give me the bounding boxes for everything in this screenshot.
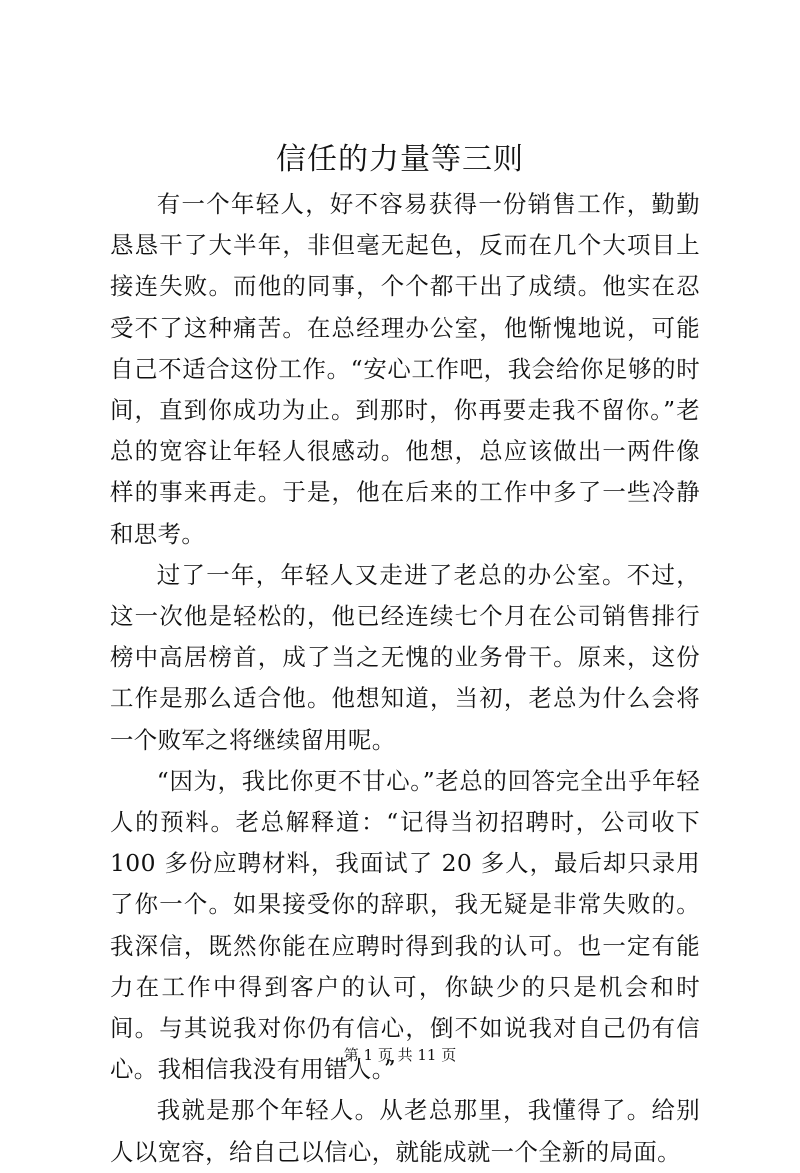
document-body (110, 184, 700, 1173)
page-footer: 第 1 页 共 11 页 (343, 1046, 457, 1064)
paragraph-2: 过了一年，年轻人又走进了老总的办公室。不过，这一次他是轻松的，他已经连续七个月在公司销售排行榜中高居榜首，成了当之无愧的业务骨干。原来，这份工作是那么适合他。他想知道，当初，老总为什么会将一个败军之将继续留用呢。 (110, 560, 700, 754)
paragraph-4: 我就是那个年轻人。从老总那里，我懂得了。给别人以宽容，给自己以信心，就能成就一个全新的局面。 (110, 1096, 700, 1166)
paragraph-3: “因为，我比你更不甘心。”老总的回答完全出乎年轻人的预料。老总解释道：“记得当初招聘时，公司收下 100 多份应聘材料，我面试了 20 多人，最后却只录用了你一个。如果接受你的辞职，我无疑是非常失败的。我深信，既然你能在应聘时得到我的认可。也一定有能力在工作中得到客户的认可，你缺少的只是机会和时间。与其说我对你仍有信心，倒不如说我对自己仍有信心。我相信我没有用错人。” (110, 766, 700, 1084)
paragraph-1: 有一个年轻人，好不容易获得一份销售工作，勤勤恳恳干了大半年，非但毫无起色，反而在几个大项目上接连失败。而他的同事，个个都干出了成绩。他实在忍受不了这种痛苦。在总经理办公室，他惭愧地说，可能自己不适合这份工作。“安心工作吧，我会给你足够的时间，直到你成功为止。到那时，你再要走我不留你。”老总的宽容让年轻人很感动。他想，总应该做出一两件像样的事来再走。于是，他在后来的工作中多了一些冷静和思考。 (110, 190, 700, 548)
document-title: 信任的力量等三则 (276, 142, 524, 177)
